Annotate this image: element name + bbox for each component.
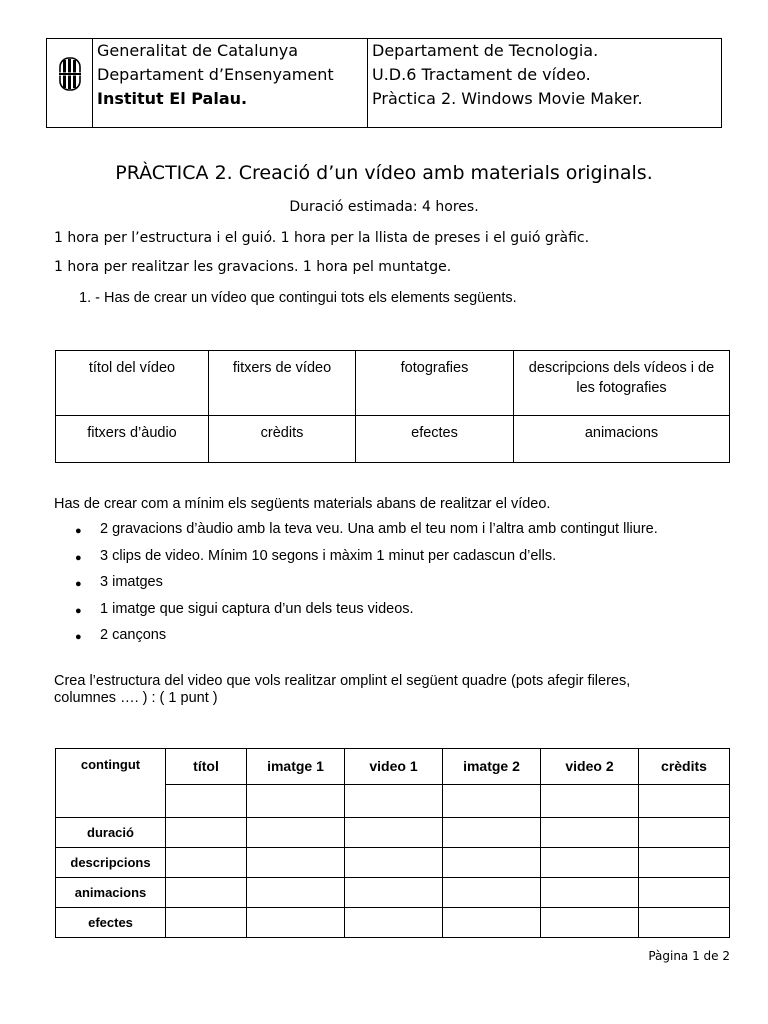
empty-cell[interactable] <box>166 908 247 938</box>
empty-cell[interactable] <box>443 818 541 848</box>
empty-cell[interactable] <box>541 818 639 848</box>
empty-cell[interactable] <box>541 878 639 908</box>
time-line-2: 1 hora per realitzar les gravacions. 1 hora pel muntatge. <box>54 259 452 275</box>
empty-cell[interactable] <box>247 908 345 938</box>
table-cell: títol del vídeo <box>56 351 209 416</box>
table-row <box>56 848 730 878</box>
empty-cell[interactable] <box>541 908 639 938</box>
row-header: efectes <box>56 908 166 938</box>
empty-cell[interactable] <box>639 784 730 817</box>
materials-intro: Has de crear com a mínim els següents materials abans de realitzar el vídeo. <box>54 496 551 512</box>
duration-text: Duració estimada: 4 hores. <box>289 199 479 215</box>
institution-line-1: Generalitat de Catalunya <box>97 41 299 60</box>
corner-cell: contingut <box>56 749 166 818</box>
page-footer: Pàgina 1 de 2 <box>648 949 730 963</box>
empty-cell[interactable] <box>247 818 345 848</box>
list-item: ● 3 imatges <box>54 574 658 601</box>
empty-cell[interactable] <box>166 784 247 817</box>
structure-table <box>55 748 730 938</box>
empty-cell[interactable] <box>345 818 443 848</box>
empty-cell[interactable] <box>345 848 443 878</box>
course-line-1: Departament de Tecnologia. <box>372 41 599 60</box>
table-cell: fotografies <box>356 351 514 416</box>
materials-list <box>54 521 658 654</box>
list-item: ● 3 clips de video. Mínim 10 segons i màxim 1 minut per cadascun d’ells. <box>54 548 658 575</box>
row-header: duració <box>56 818 166 848</box>
empty-cell[interactable] <box>639 908 730 938</box>
empty-cell[interactable] <box>345 908 443 938</box>
list-item: ● 2 cançons <box>54 627 658 654</box>
row-header: animacions <box>56 878 166 908</box>
logo-cell <box>47 39 93 127</box>
course-cell <box>368 39 721 127</box>
empty-cell[interactable] <box>247 848 345 878</box>
table-cell: crèdits <box>209 416 356 463</box>
column-header: crèdits <box>639 749 730 785</box>
elements-table <box>55 350 730 463</box>
empty-cell[interactable] <box>247 878 345 908</box>
structure-intro-line-1: Crea l’estructura del video que vols realitzar omplint el següent quadre (pots afegir fileres, <box>54 673 631 689</box>
table-row <box>56 351 730 416</box>
column-header: imatge 1 <box>247 749 345 785</box>
table-row <box>56 818 730 848</box>
course-line-2: U.D.6 Tractament de vídeo. <box>372 65 591 84</box>
column-header: video 2 <box>541 749 639 785</box>
item-1-text: 1. - Has de crear un vídeo que contingui tots els elements següents. <box>79 290 517 306</box>
table-cell: efectes <box>356 416 514 463</box>
empty-cell[interactable] <box>443 878 541 908</box>
page-title: PRÀCTICA 2. Creació d’un vídeo amb materials originals. <box>115 162 653 184</box>
column-header: imatge 2 <box>443 749 541 785</box>
time-line-1: 1 hora per l’estructura i el guió. 1 hora per la llista de preses i el guió gràfic. <box>54 230 590 246</box>
table-row <box>56 749 730 785</box>
column-header: video 1 <box>345 749 443 785</box>
table-cell: fitxers de vídeo <box>209 351 356 416</box>
empty-cell[interactable] <box>166 878 247 908</box>
document-header <box>46 38 722 128</box>
list-item: ● 1 imatge que sigui captura d’un dels teus videos. <box>54 601 658 628</box>
structure-intro-line-2: columnes …. ) : ( 1 punt ) <box>54 690 218 706</box>
empty-cell[interactable] <box>541 848 639 878</box>
table-row <box>56 908 730 938</box>
empty-cell[interactable] <box>247 784 345 817</box>
empty-cell[interactable] <box>166 818 247 848</box>
column-header: títol <box>166 749 247 785</box>
table-cell: descripcions dels vídeos i de les fotografies <box>514 351 730 416</box>
row-header: descripcions <box>56 848 166 878</box>
table-cell: animacions <box>514 416 730 463</box>
empty-cell[interactable] <box>166 848 247 878</box>
institution-cell <box>93 39 368 127</box>
empty-cell[interactable] <box>345 878 443 908</box>
empty-cell[interactable] <box>443 784 541 817</box>
empty-cell[interactable] <box>345 784 443 817</box>
table-cell: fitxers d’àudio <box>56 416 209 463</box>
empty-cell[interactable] <box>639 848 730 878</box>
empty-cell[interactable] <box>443 848 541 878</box>
empty-cell[interactable] <box>639 878 730 908</box>
course-line-3: Pràctica 2. Windows Movie Maker. <box>372 89 643 108</box>
empty-cell[interactable] <box>639 818 730 848</box>
institution-line-3: Institut El Palau. <box>97 89 248 108</box>
institution-line-2: Departament d’Ensenyament <box>97 65 334 84</box>
table-row <box>56 878 730 908</box>
generalitat-logo-icon <box>47 39 93 127</box>
empty-cell[interactable] <box>541 784 639 817</box>
list-item: ● 2 gravacions d’àudio amb la teva veu. Una amb el teu nom i l’altra amb contingut lliure. <box>54 521 658 548</box>
empty-cell[interactable] <box>443 908 541 938</box>
table-row <box>56 416 730 463</box>
